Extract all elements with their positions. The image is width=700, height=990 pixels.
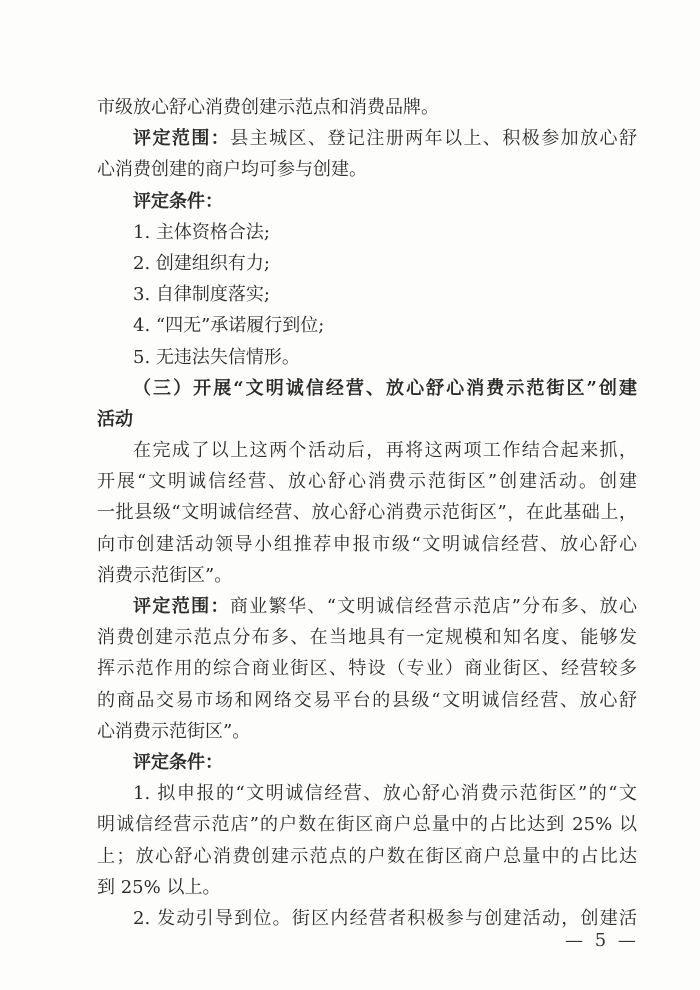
line-text: 活动 xyxy=(97,408,133,430)
text-line xyxy=(97,342,637,373)
section-heading xyxy=(97,373,637,404)
text-line xyxy=(97,872,637,903)
text-line xyxy=(97,903,637,934)
section-heading xyxy=(97,404,637,435)
line-text: 到 25% 以上。 xyxy=(97,876,221,898)
text-line xyxy=(97,310,637,341)
line-text: 2. 创建组织有力; xyxy=(133,252,270,274)
section-label: 评定范围： xyxy=(133,128,231,150)
line-text: 消费创建示范点分布多、在当地具有一定规模和知名度、能够发 xyxy=(97,627,637,649)
line-text: 2. 发动引导到位。街区内经营者积极参与创建活动，创建活 xyxy=(133,907,637,929)
text-line xyxy=(97,154,637,185)
line-text: 的商品交易市场和网络交易平台的县级“文明诚信经营、放心舒 xyxy=(97,689,637,711)
line-text: 心消费创建的商户均可参与创建。 xyxy=(97,159,367,181)
line-text: 上；放心舒心消费创建示范点的户数在街区商户总量中的占比达 xyxy=(97,845,637,867)
text-line xyxy=(97,435,637,466)
section-label: 评定条件： xyxy=(133,751,223,773)
line-text: 县主城区、登记注册两年以上、积极参加放心舒 xyxy=(230,128,637,150)
line-text: 商业繁华、“文明诚信经营示范店”分布多、放心 xyxy=(229,596,637,617)
line-text: 向市创建活动领导小组推荐申报市级“文明诚信经营、放心舒心 xyxy=(97,533,637,555)
section-label: 评定条件： xyxy=(133,190,223,212)
text-line xyxy=(97,778,637,809)
text-line xyxy=(97,92,637,123)
text-line xyxy=(97,248,637,279)
text-line xyxy=(97,622,637,653)
text-line xyxy=(97,841,637,872)
text-line xyxy=(97,591,637,622)
text-line xyxy=(97,716,637,747)
line-text: 市级放心舒心消费创建示范点和消费品牌。 xyxy=(97,97,439,118)
line-text: 开展“文明诚信经营、放心舒心消费示范街区”创建活动。创建 xyxy=(97,471,637,493)
text-line xyxy=(97,466,637,497)
line-text: 心消费示范街区”。 xyxy=(97,720,251,742)
text-line xyxy=(97,747,637,778)
section-label: 评定范围： xyxy=(133,596,230,617)
line-text: 5. 无违法失信情形。 xyxy=(133,346,300,368)
line-text: 3. 自律制度落实; xyxy=(133,284,270,306)
line-text: 一批县级“文明诚信经营、放心舒心消费示范街区”，在此基础上， xyxy=(97,502,637,524)
page-number: — 5 — xyxy=(565,930,639,951)
text-line xyxy=(97,497,637,528)
text-line xyxy=(97,279,637,310)
line-text: 1. 拟申报的“文明诚信经营、放心舒心消费示范街区”的“文 xyxy=(133,783,637,805)
line-text: （三）开展“文明诚信经营、放心舒心消费示范街区”创建 xyxy=(133,377,637,399)
line-text: 消费示范街区”。 xyxy=(97,564,233,586)
text-line xyxy=(97,809,637,840)
line-text: 4. “四无”承诺履行到位; xyxy=(133,315,325,337)
text-line xyxy=(97,186,637,217)
line-text: 在完成了以上这两个活动后，再将这两项工作结合起来抓， xyxy=(133,440,637,462)
line-text: 挥示范作用的综合商业街区、特设（专业）商业街区、经营较多 xyxy=(97,658,637,680)
text-line xyxy=(97,123,637,154)
text-line xyxy=(97,217,637,248)
text-line xyxy=(97,653,637,684)
line-text: 1. 主体资格合法; xyxy=(133,221,270,243)
document-body xyxy=(97,92,637,934)
line-text: 明诚信经营示范店”的户数在街区商户总量中的占比达到 25% 以 xyxy=(97,814,637,836)
text-line xyxy=(97,529,637,560)
text-line xyxy=(97,560,637,591)
text-line xyxy=(97,685,637,716)
